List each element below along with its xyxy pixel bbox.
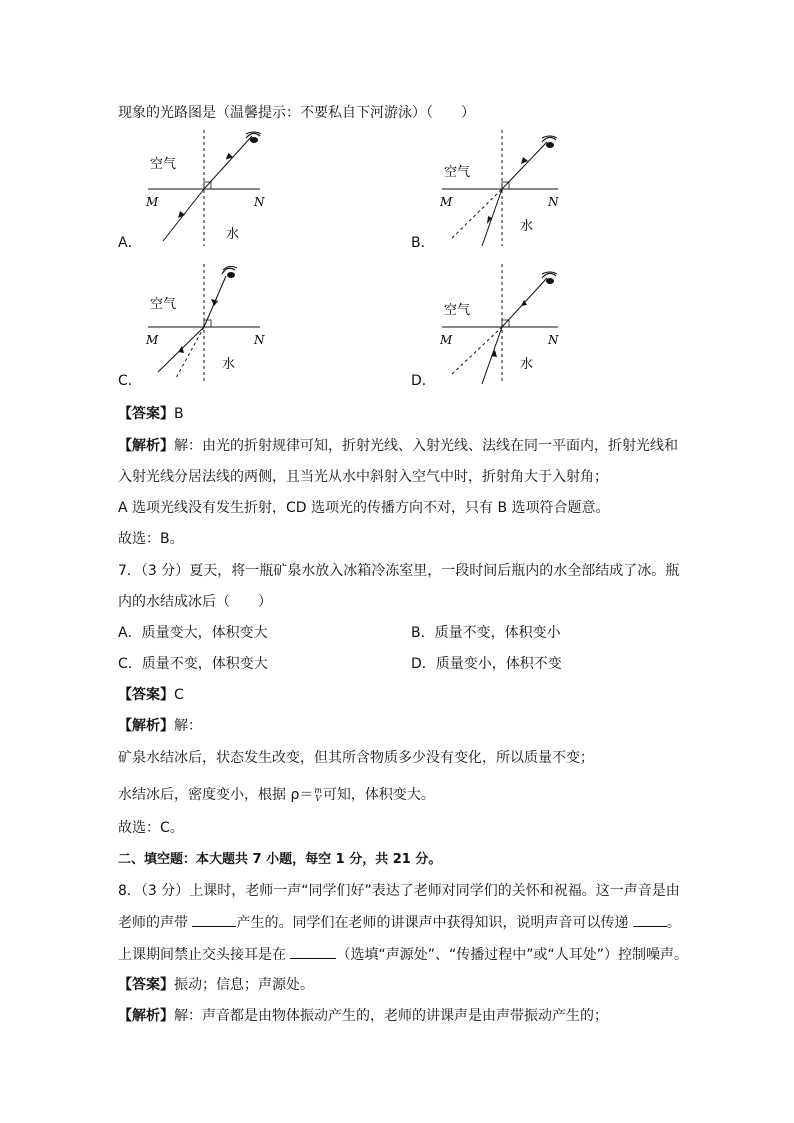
answer-tag: 【答案】 (118, 977, 174, 993)
eye-icon (246, 132, 261, 143)
fill-blank-3[interactable] (290, 944, 336, 959)
arrow-icon (226, 153, 234, 161)
answer-tag: 【答案】 (118, 406, 174, 422)
q6-diagram-b (432, 128, 572, 248)
section-heading: 二、填空题：本大题共 7 小题，每空 1 分，共 21 分。 (118, 852, 442, 867)
label-water: 水 (520, 357, 534, 372)
virtual-ray (452, 189, 502, 238)
answer-value: C (174, 687, 184, 703)
q6-analysis-3: A 选项光线没有发生折射，CD 选项光的传播方向不对，只有 B 选项符合题意。 (118, 500, 610, 516)
fill-blank-1[interactable] (192, 912, 236, 927)
label-n: N (254, 195, 265, 209)
q6-option-c-label: C． (118, 373, 142, 389)
arrow-icon (211, 299, 218, 306)
q7-analysis-head (118, 716, 202, 736)
q7-option-d: D．质量变小，体积不变 (411, 656, 562, 672)
q7-analysis-1: 矿泉水结冰后，状态发生改变，但其所含物质多少没有变化，所以质量不变； (118, 750, 594, 766)
analysis-text: 可知，体积变大。 (322, 787, 435, 803)
incident-ray (482, 189, 502, 246)
q6-analysis-2: 入射光线分居法线的两侧，且当光从水中斜射入空气中时，折射角大于入射角； (118, 469, 608, 485)
eye-icon (222, 266, 237, 278)
label-water: 水 (226, 227, 240, 242)
virtual-ray (452, 327, 502, 374)
label-n: N (548, 333, 559, 347)
label-water: 水 (222, 357, 236, 372)
q8-answer (118, 975, 314, 995)
stem-text: （选填“声源处”、“传播过程中”或“人耳处”）控制噪声。 (336, 947, 688, 963)
analysis-tag: 【解析】 (118, 1008, 174, 1024)
label-m: M (146, 333, 159, 347)
q6-stem-tail: 现象的光路图是（温馨提示：不要私自下河游泳）（ ） (118, 105, 475, 121)
q6-analysis-1 (118, 436, 678, 456)
label-air: 空气 (150, 297, 177, 312)
q6-diagram-a (138, 128, 278, 248)
density-fraction (314, 787, 322, 803)
analysis-text: 解：由光的折射规律可知，折射光线、入射光线、法线在同一平面内，折射光线和 (174, 438, 678, 454)
stem-text: 上课期间禁止交头接耳是在 (118, 947, 291, 963)
q8-stem-1: 8．（3 分）上课时，老师一声“同学们好”表达了老师对同学们的关怀和祝福。这一声音是由 (118, 883, 680, 899)
q6-conclusion: 故选：B。 (118, 531, 184, 547)
stem-text: 。 (666, 915, 681, 931)
answer-value: B (174, 406, 184, 422)
label-air: 空气 (444, 165, 471, 180)
q6-option-d-label: D． (411, 373, 436, 389)
answer-value: 振动；信息；声源处。 (174, 977, 314, 993)
label-air: 空气 (150, 157, 177, 172)
q6-diagram-c (138, 262, 278, 387)
q6-answer (118, 404, 184, 424)
fill-blank-2[interactable] (633, 912, 667, 927)
eye-icon (542, 272, 557, 284)
q6-diagram-d (432, 262, 572, 387)
label-m: M (146, 195, 159, 209)
analysis-text: 水结冰后，密度变小，根据 ρ＝ (118, 787, 314, 803)
analysis-tag: 【解析】 (118, 718, 174, 734)
answer-tag: 【答案】 (118, 687, 174, 703)
label-n: N (254, 333, 265, 347)
q7-analysis-2 (118, 785, 435, 805)
analysis-text: 解： (174, 718, 202, 734)
q7-conclusion: 故选：C。 (118, 820, 184, 836)
q6-option-b-label: B． (411, 235, 435, 251)
q8-stem-2 (118, 912, 681, 933)
fraction-denominator: V (315, 794, 322, 803)
q7-option-c: C．质量不变，体积变大 (118, 656, 268, 672)
label-water: 水 (520, 219, 534, 234)
q7-answer (118, 685, 184, 705)
analysis-text: 解：声音都是由物体振动产生的，老师的讲课声是由声带振动产生的； (174, 1008, 608, 1024)
virtual-ray (176, 327, 204, 378)
refracted-ray (204, 136, 252, 189)
q7-stem-1: 7．（3 分）夏天，将一瓶矿泉水放入冰箱冷冻室里，一段时间后瓶内的水全部结成了冰。瓶 (118, 563, 680, 579)
eye-icon (542, 136, 557, 148)
q7-stem-2: 内的水结成冰后（ ） (118, 594, 272, 610)
label-m: M (440, 333, 453, 347)
stem-text: 老师的声带 (118, 915, 193, 931)
stem-text: 产生的。同学们在老师的讲课声中获得知识，说明声音可以传递 (236, 915, 633, 931)
analysis-tag: 【解析】 (118, 438, 174, 454)
label-air: 空气 (444, 303, 471, 318)
q8-stem-3 (118, 944, 688, 965)
refracted-ray (502, 142, 547, 189)
q7-option-a: A．质量变大，体积变大 (118, 625, 268, 641)
q7-option-b: B．质量不变，体积变小 (411, 625, 561, 641)
q8-analysis-1 (118, 1006, 608, 1026)
label-n: N (548, 195, 559, 209)
fraction-numerator: m (314, 786, 322, 795)
label-m: M (440, 195, 453, 209)
q6-option-a-label: A． (118, 235, 142, 251)
